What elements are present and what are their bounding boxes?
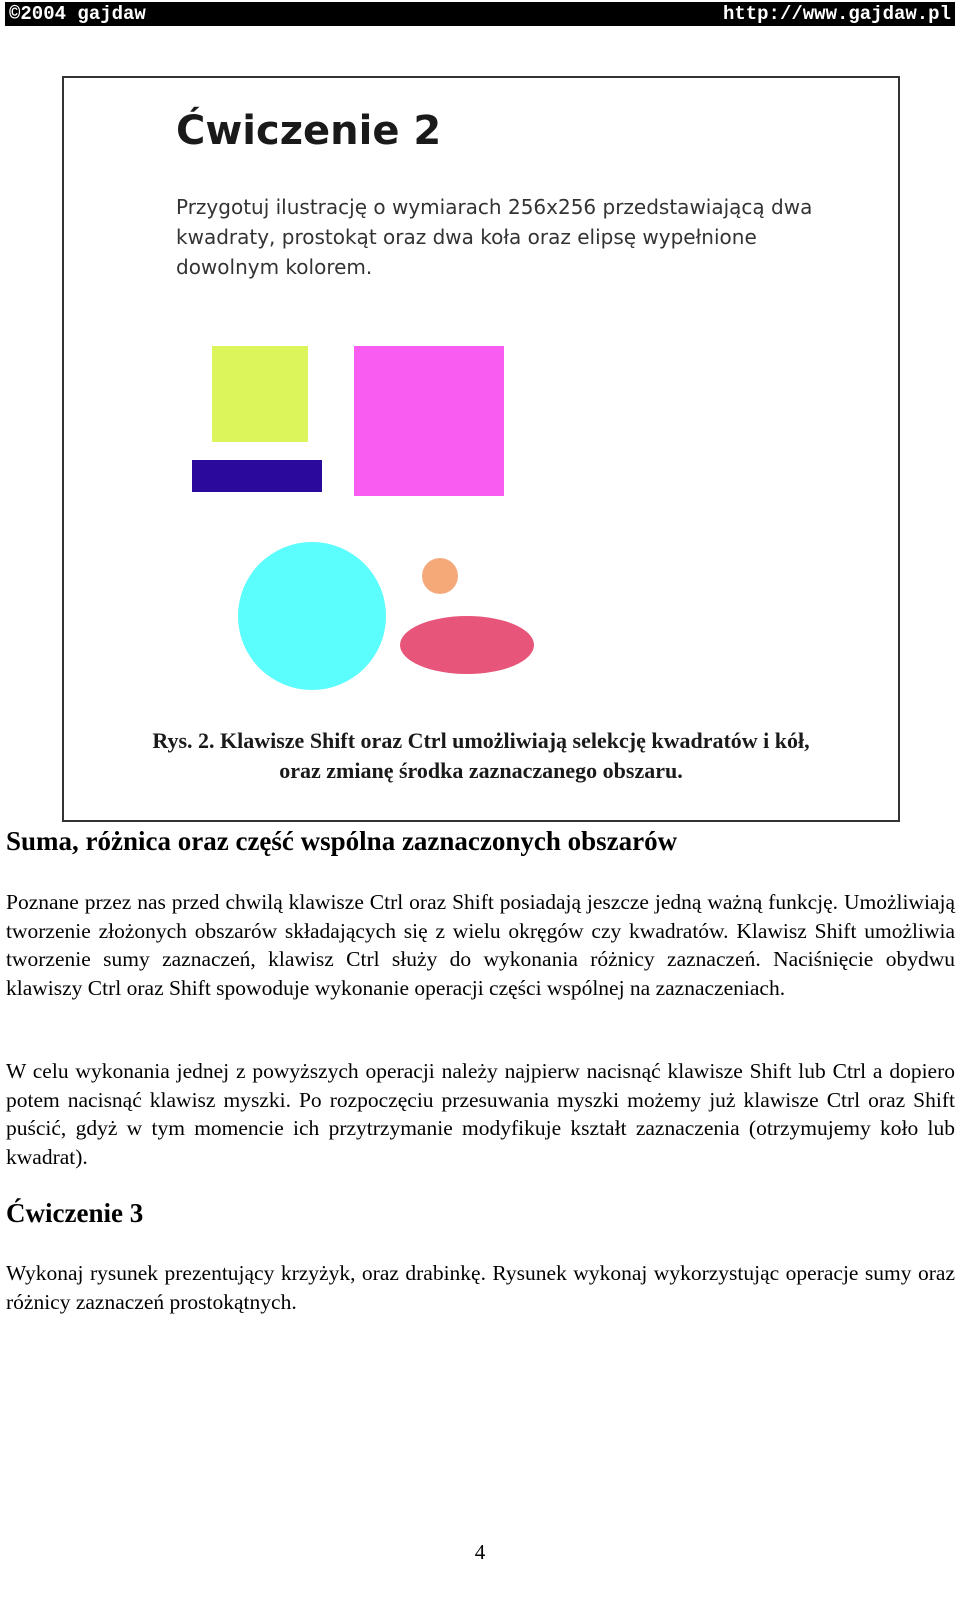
figure-instruction: Przygotuj ilustrację o wymiarach 256x256 przedstawiającą dwa kwadraty, prostokąt oraz dwa koła oraz elipsę wypełnione dowolnym kolorem. xyxy=(176,195,813,279)
header-url: http://www.gajdaw.pl xyxy=(722,3,951,25)
page-header xyxy=(5,2,955,26)
figure-title: Ćwiczenie 2 xyxy=(176,108,442,154)
yellow-square xyxy=(212,346,308,442)
caption-line-2: oraz zmianę środka zaznaczanego obszaru. xyxy=(279,758,683,783)
red-ellipse xyxy=(400,616,534,674)
magenta-square xyxy=(354,346,504,496)
page-number: 4 xyxy=(474,1540,486,1564)
paragraph-1: Poznane przez nas przed chwilą klawisze Ctrl oraz Shift posiadają jeszcze jedną ważną funkcję. Umożliwiają tworzenie złożonych obszarów składających się z wielu okręgów czy kwadratów. Klawisz Shift umożliwia tworzenie sumy zaznaczeń, klawisz Ctrl służy do wykonania różnicy zaznaczeń. Naciśnięcie obydwu klawiszy Ctrl oraz Shift spowoduje wykonanie operacji części wspólnej na zaznaczeniach. xyxy=(6,890,955,1000)
paragraph-2: W celu wykonania jednej z powyższych operacji należy najpierw nacisnąć klawisze Shift lub Ctrl a dopiero potem nacisnąć klawisz myszki. Po rozpoczęciu przesuwania myszki możemy już klawisze Ctrl oraz Shift puścić, gdyż w tym momencie ich przytrzymanie modyfikuje kształt zaznaczenia (otrzymujemy koło lub kwadrat). xyxy=(6,1059,955,1169)
header-copyright: ©2004 gajdaw xyxy=(9,3,146,25)
section-heading-exercise-3: Ćwiczenie 3 xyxy=(6,1198,144,1228)
caption-line-1: Rys. 2. Klawisze Shift oraz Ctrl umożliwiają selekcję kwadratów i kół, xyxy=(152,728,810,753)
navy-rectangle xyxy=(192,460,322,492)
paragraph-3: Wykonaj rysunek prezentujący krzyżyk, oraz drabinkę. Rysunek wykonaj wykorzystując operacje sumy oraz różnicy zaznaczeń prostokątnych. xyxy=(6,1261,955,1314)
cyan-circle xyxy=(238,542,386,690)
figure-frame xyxy=(62,76,900,822)
orange-circle xyxy=(422,558,458,594)
section-heading-selection-operations: Suma, różnica oraz część wspólna zaznaczonych obszarów xyxy=(6,826,678,856)
figure-caption xyxy=(64,726,898,786)
